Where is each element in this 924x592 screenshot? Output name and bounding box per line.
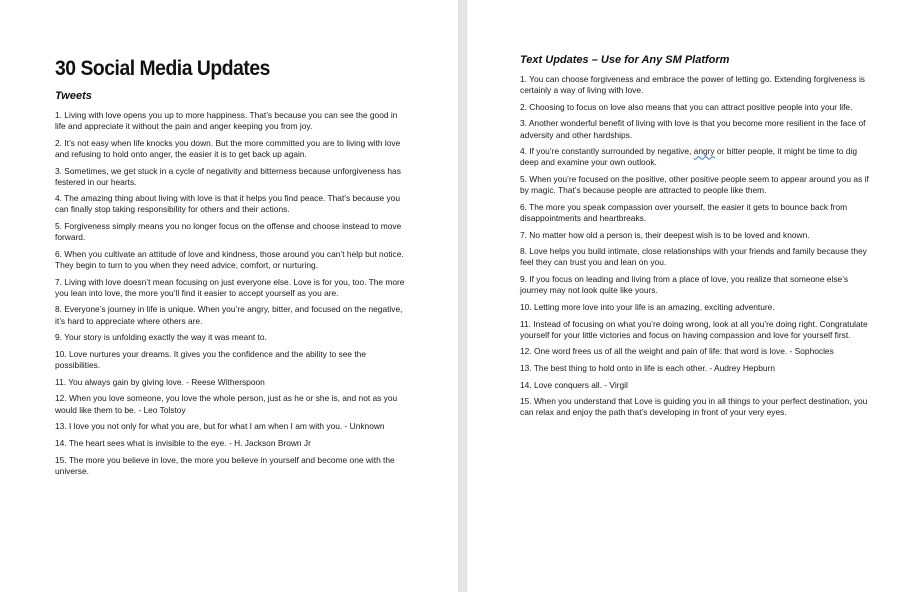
- document-title: 30 Social Media Updates: [55, 57, 270, 80]
- tweet-item: 10. Love nurtures your dreams. It gives you the confidence and the ability to see the possibilities.: [55, 348, 366, 371]
- tweet-item: 12. When you love someone, you love the whole person, just as he or she is, and not as you would like them to be. - Leo Tolstoy: [55, 393, 398, 415]
- tweet-item: 5. Forgiveness simply means you no longer focus on the offense and choose instead to move forward.: [55, 221, 402, 243]
- text-update-item: 15. When you understand that Love is guiding you in all things to your perfect destination, you can relax and enjoy the path that’s developing in front of your very eyes.: [520, 396, 868, 418]
- text-update-item: 10. Letting more love into your life is an amazing, exciting adventure.: [520, 301, 775, 312]
- tweet-item: 9. Your story is unfolding exactly the way it was meant to.: [55, 332, 267, 343]
- tweet-item: 4. The amazing thing about living with love is that it helps you find peace. That’s because you can finally stop taking responsibility for others and their actions.: [55, 193, 400, 215]
- text-update-item: 14. Love conquers all. - Virgil: [520, 379, 628, 390]
- text-update-item: 7. No matter how old a person is, their deepest wish is to be loved and known.: [520, 229, 810, 240]
- text-update-item: 8. Love helps you build intimate, close relationships with your friends and family because they feel they can trust you and lean on you.: [520, 246, 867, 268]
- tweets-list: [55, 110, 408, 477]
- text-update-item: 5. When you’re focused on the positive, other positive people seem to appear around you as if by magic. That’s because people are attracted to people like them.: [520, 174, 869, 196]
- text-update-item: 13. The best thing to hold onto in life is each other. - Audrey Hepburn: [520, 363, 775, 373]
- text-update-item: 1. You can choose forgiveness and embrace the power of letting go. Extending forgiveness is certainly a way of living with love.: [520, 74, 865, 96]
- section-heading-tweets: Tweets: [55, 90, 92, 102]
- tweet-item: 13. I love you not only for what you are, but for what I am when I am with you. - Unknown: [55, 421, 385, 432]
- tweet-item: 3. Sometimes, we get stuck in a cycle of negativity and bitterness because unforgiveness has festered in our hearts.: [55, 165, 401, 187]
- text-update-item: 11. Instead of focusing on what you’re doing wrong, look at all you’re doing right. Congratulate yourself for your little victories and focus on having compassion and love for yourself first.: [520, 318, 868, 340]
- tweet-item: 2. It’s not easy when life knocks you down. But the more committed you are to living with love and refusing to hold onto anger, the easier it is to get back up again.: [55, 137, 401, 159]
- document-page-left: [0, 0, 458, 592]
- document-page-right: [467, 0, 924, 592]
- tweet-item: 14. The heart sees what is invisible to the eye. - H. Jackson Brown Jr: [55, 437, 311, 448]
- text-update-item: 3. Another wonderful benefit of living with love is that you become more resilient in the face of adversity and other hardships.: [520, 118, 866, 140]
- tweet-item: 7. Living with love doesn’t mean focusing on just everyone else. Love is for you, too. The more you lean into love, the more you’ll find it easier to accept yourself as you are.: [55, 276, 405, 298]
- text-update-item: 12. One word frees us of all the weight and pain of life: that word is love. - Sophocles: [520, 346, 834, 357]
- tweet-item: 6. When you cultivate an attitude of love and kindness, those around you can’t help but notice. They begin to turn to you when they need advice, comfort, or nurturing.: [55, 248, 404, 270]
- tweet-item: 11. You always gain by giving love. - Reese Witherspoon: [55, 376, 265, 387]
- text-update-item: 9. If you focus on leading and living from a place of love, you realize that someone else’s journey may not look quite like yours.: [520, 274, 849, 296]
- section-heading-text-updates: Text Updates – Use for Any SM Platform: [520, 54, 730, 66]
- text-update-item: 6. The more you speak compassion over yourself, the easier it gets to bounce back from disappointments and heartbreaks.: [520, 201, 848, 223]
- tweet-item: 8. Everyone’s journey in life is unique. When you’re angry, bitter, and focused on the negative, it’s hard to appreciate where others are.: [55, 304, 403, 326]
- spellcheck-underline: angry: [693, 146, 715, 157]
- text-update-item: 2. Choosing to focus on love also means that you can attract positive people into your life.: [520, 101, 853, 112]
- tweet-item: 15. The more you believe in love, the more you believe in yourself and become one with the universe.: [55, 454, 395, 476]
- text-update-item: 4. If you’re constantly surrounded by negative, angry or bitter people, it might be time to dig deep and examine your own outlook.: [520, 146, 858, 168]
- text-updates-list: [520, 74, 874, 419]
- tweet-item: 1. Living with love opens you up to more happiness. That’s because you can see the good in life and appreciate it without the pain and anger keeping you from joy.: [55, 110, 398, 132]
